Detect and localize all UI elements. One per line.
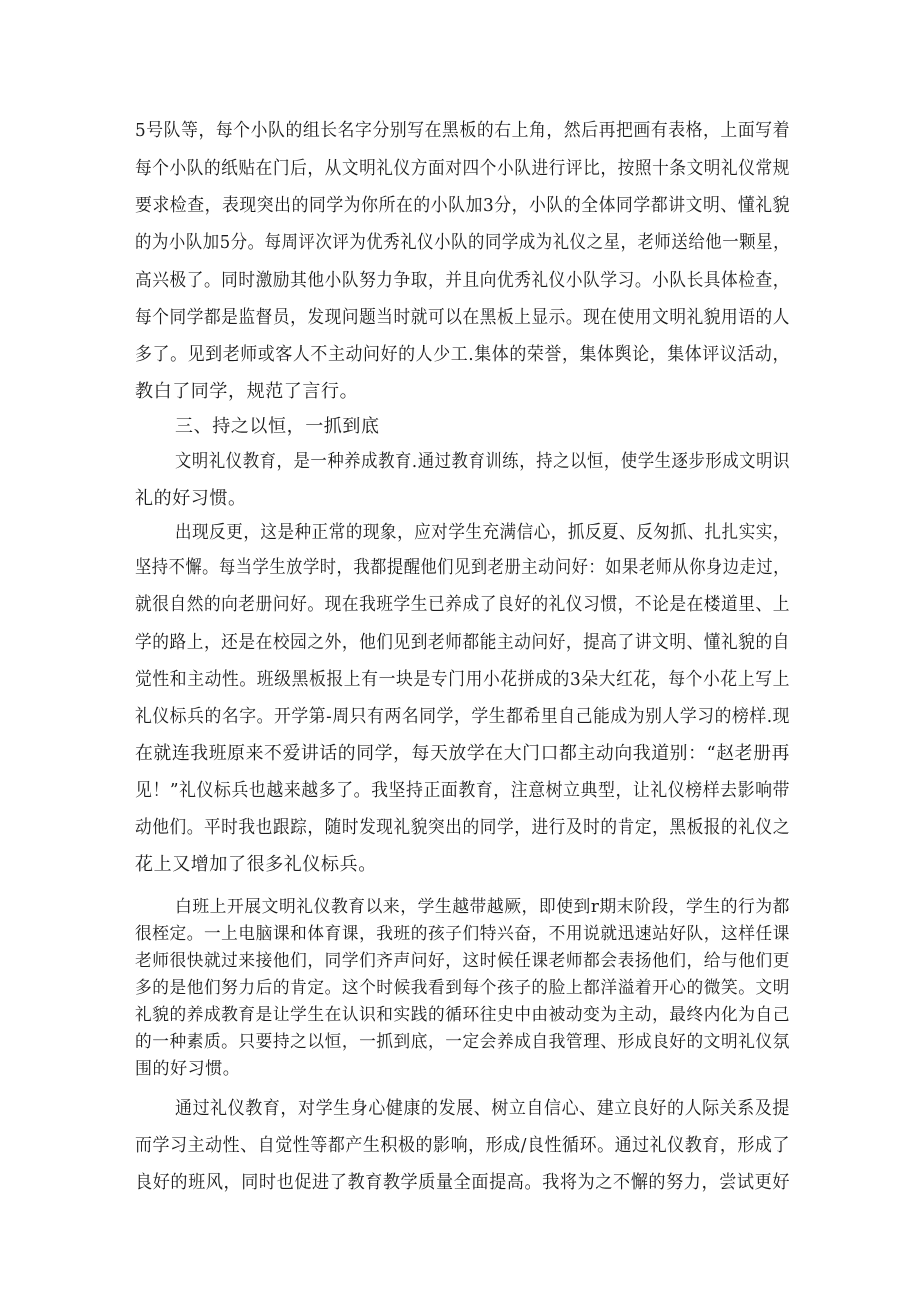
- text-line-content: 礼的好习惯。: [135, 488, 247, 509]
- text-line-content: 礼貌的养成教育是让学生在认识和实践的循环往史中由被动变为主动，最终内化为自己: [135, 1005, 790, 1025]
- text-line-content: 老师很快就过来接他们，同学们齐声问好，这时候任课老师都会表扬他们，给与他们更: [135, 951, 790, 971]
- text-line-content: 在就连我班原来不爱讲话的同学，每天放学在大门口都主动向我道别：“赵老册再: [135, 743, 790, 764]
- text-line-content: 多的是他们努力后的肯定。这个时候我看到每个孩子的脸上都洋溢着开心的微笑。文明: [135, 978, 790, 998]
- section-heading-text: 三、持之以恒，一抓到底: [175, 416, 380, 437]
- text-line-content: 教白了同学，规范了言行。: [135, 381, 359, 402]
- text-line-content: 花上又增加了很多礼仪标兵。: [135, 854, 377, 875]
- text-line-content: 的一种素质。只要持之以恒，一抓到底，一定会养成自我管理、形成良好的文明礼仪氛: [135, 1032, 790, 1052]
- text-line-content: 白班上开展文明礼仪教育以来，学生越带越厥，即使到r期末阶段，学生的行为都: [175, 897, 791, 917]
- text-line-content: 多了。见到老师或客人不主动问好的人少工.集体的荣誉，集体舆论，集体评议活动，: [135, 344, 791, 365]
- text-line-content: 动他们。平时我也跟踪，随时发现礼貌突出的同学，进行及时的肯定，黑板报的礼仪之: [135, 817, 790, 838]
- text-line-content: 见！”礼仪标兵也越来越多了。我坚持正面教育，注意树立典型，让礼仪榜样去影响带: [135, 780, 791, 801]
- text-line-content: 而学习主动性、自觉性等都产生积极的影响，形成/良性循环。通过礼仪教育，形成了: [135, 1135, 790, 1156]
- text-line-content: 的为小队加5分。每周评次评为优秀礼仪小队的同学成为礼仪之星，老师送给他一颗星，: [135, 232, 791, 253]
- text-line-content: 学的路上，还是在校园之外，他们见到老师都能主动问好，提高了讲文明、懂礼貌的自: [135, 632, 790, 653]
- text-line-content: 礼仪标兵的名字。开学第-周只有两名同学，学生都希里自己能成为别人学习的榜样.现: [135, 706, 790, 727]
- text-line-content: 围的好习惯。: [135, 1059, 241, 1079]
- text-line-content: 文明礼仪教育，是一种养成教育.通过教育训练，持之以恒，使学生逐步形成文明识: [175, 451, 791, 472]
- text-line-content: 要求检查，表现突出的同学为你所在的小队加3分，小队的全体同学都讲文明、懂礼貌: [135, 195, 791, 216]
- text-line-content: 出现反更，这是种正常的现象，应对学生充满信心，抓反夏、反匆抓、扎扎实实，: [175, 522, 790, 543]
- text-line-content: 每个同学都是监督员，发现问题当时就可以在黑板上显示。现在使用文明礼貌用语的人: [135, 307, 790, 328]
- text-line-content: 坚持不懈。每当学生放学时，我都提醒他们见到老册主动问好：如果老师从你身边走过，: [135, 557, 790, 578]
- text-line-content: 高兴极了。同时激励其他小队努力争取，并且向优秀礼仪小队学习。小队长具体检查，: [135, 270, 790, 291]
- text-line-content: 通过礼仪教育，对学生身心健康的发展、树立自信心、建立良好的人际关系及提: [175, 1098, 790, 1119]
- text-line-content: 每个小队的纸贴在门后，从文明礼仪方面对四个小队进行评比，按照十条文明礼仪常规: [135, 158, 790, 179]
- text-line-content: 5号队等，每个小队的组长名字分别写在黑板的右上角，然后再把画有表格，上面写着: [135, 120, 791, 141]
- text-line-content: 很桎定。一上电脑课和体育课，我班的孩子们特兴奋，不用说就迅速站好队，这样任课: [135, 924, 790, 944]
- text-line-content: 就很自然的向老册问好。现在我班学生已养成了良好的礼仪习惯，不论是在楼道里、上: [135, 594, 790, 615]
- text-line-content: 良好的班风，同时也促进了教育教学质量全面提高。我将为之不懈的努力，尝试更好: [135, 1172, 791, 1193]
- text-line-content: 觉性和主动性。班级黑板报上有一块是专门用小花拼成的3朵大红花，每个小花上写上: [135, 669, 791, 690]
